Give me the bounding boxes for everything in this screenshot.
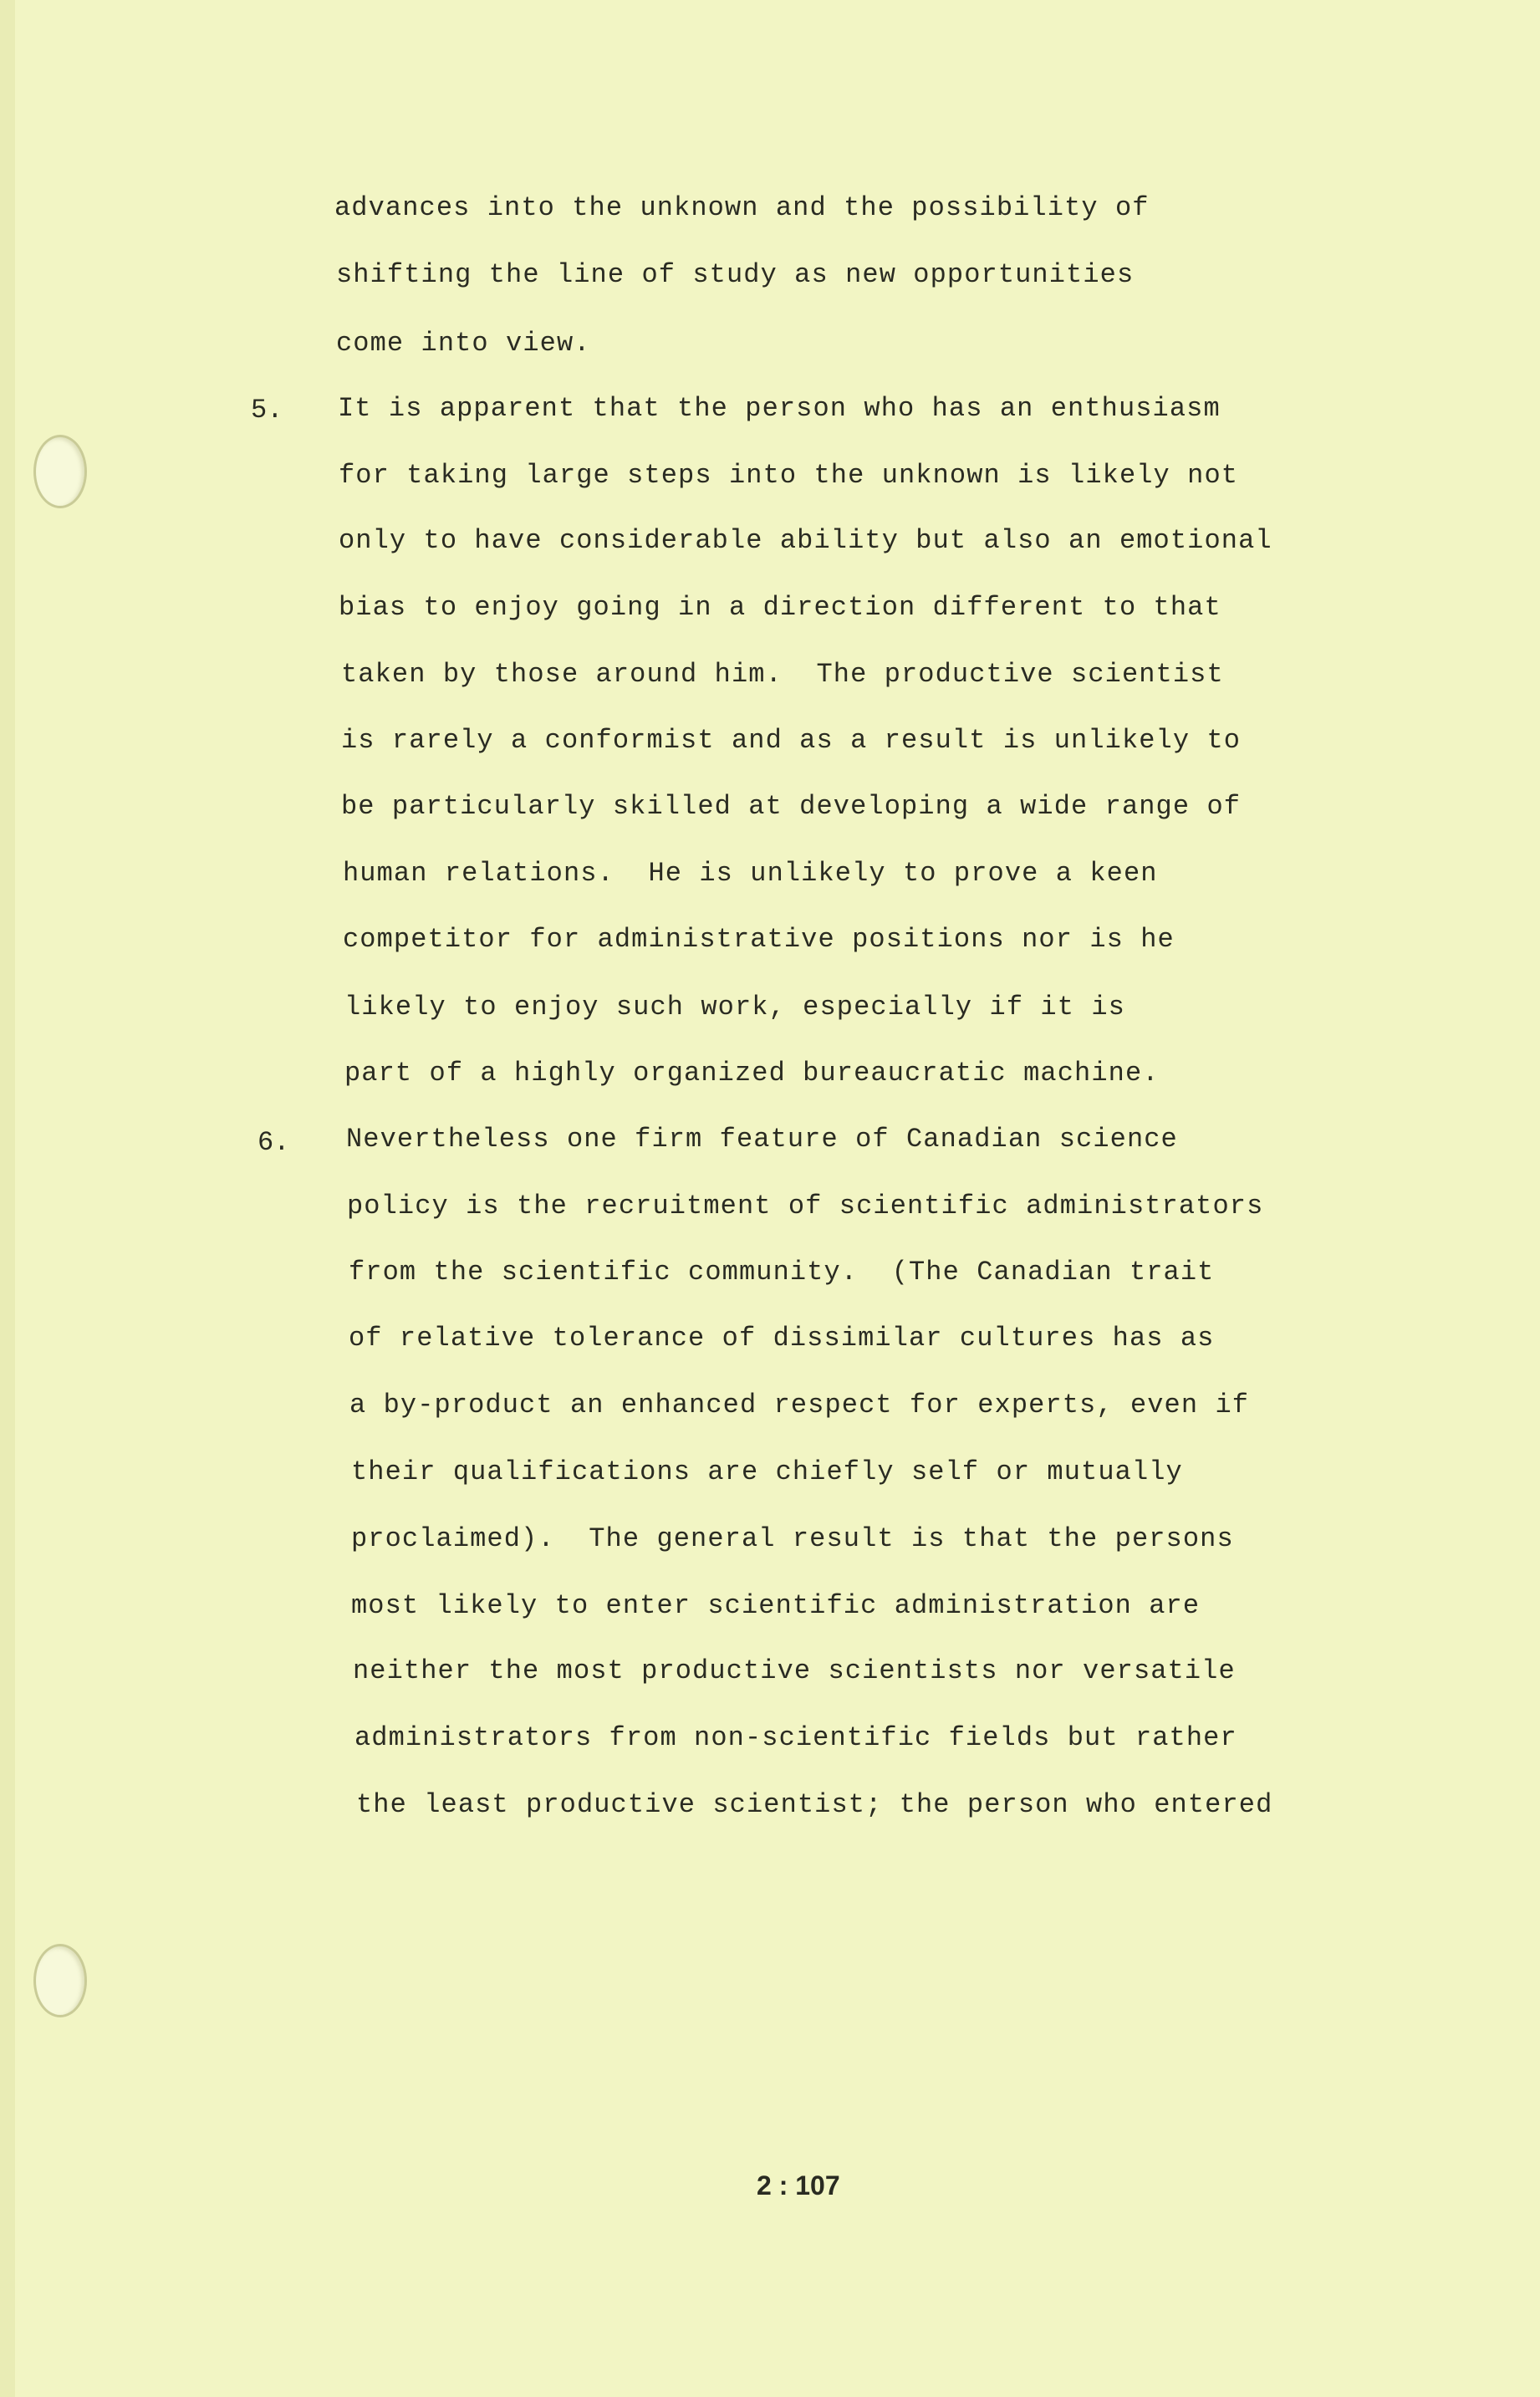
text-line: human relations. He is unlikely to prove a keen bbox=[343, 858, 1158, 889]
text-line: for taking large steps into the unknown is likely not bbox=[339, 460, 1239, 491]
text-line: competitor for administrative positions nor is he bbox=[343, 924, 1175, 955]
text-line: bias to enjoy going in a direction different to that bbox=[339, 592, 1221, 623]
text-line: from the scientific community. (The Canadian trait bbox=[349, 1257, 1215, 1288]
text-line: advances into the unknown and the possibility of bbox=[334, 192, 1150, 223]
text-line: part of a highly organized bureaucratic machine. bbox=[344, 1058, 1160, 1089]
text-line: of relative tolerance of dissimilar cultures has as bbox=[349, 1323, 1215, 1354]
text-line: most likely to enter scientific administration are bbox=[351, 1590, 1201, 1621]
text-line: is rarely a conformist and as a result is unlikely to bbox=[341, 725, 1242, 756]
text-line: come into view. bbox=[336, 328, 591, 359]
text-line: administrators from non-scientific fields but rather bbox=[354, 1722, 1237, 1753]
text-line: their qualifications are chiefly self or mutually bbox=[351, 1456, 1183, 1487]
text-line: proclaimed). The general result is that the persons bbox=[351, 1523, 1234, 1554]
text-line: be particularly skilled at developing a wide range of bbox=[341, 791, 1242, 822]
binder-hole-bottom bbox=[33, 1944, 87, 2017]
text-line: only to have considerable ability but also an emotional bbox=[339, 525, 1272, 556]
binder-hole-top bbox=[33, 435, 87, 508]
text-line: taken by those around him. The productive scientist bbox=[341, 659, 1224, 690]
text-line: Nevertheless one firm feature of Canadian science bbox=[346, 1124, 1178, 1155]
text-line: policy is the recruitment of scientific administrators bbox=[347, 1191, 1264, 1221]
page-number: 2 : 107 bbox=[757, 2170, 840, 2201]
text-line: shifting the line of study as new opportunities bbox=[336, 259, 1135, 290]
text-line: neither the most productive scientists nor versatile bbox=[353, 1655, 1236, 1686]
page-edge-shadow bbox=[0, 0, 15, 2397]
text-line: the least productive scientist; the person who entered bbox=[356, 1789, 1273, 1820]
text-line: It is apparent that the person who has an enthusiasm bbox=[338, 393, 1221, 424]
text-line: a by-product an enhanced respect for experts, even if bbox=[349, 1390, 1250, 1420]
paragraph-number: 6. bbox=[258, 1127, 290, 1158]
text-line: likely to enjoy such work, especially if it is bbox=[344, 992, 1125, 1023]
paragraph-number: 5. bbox=[251, 395, 283, 426]
